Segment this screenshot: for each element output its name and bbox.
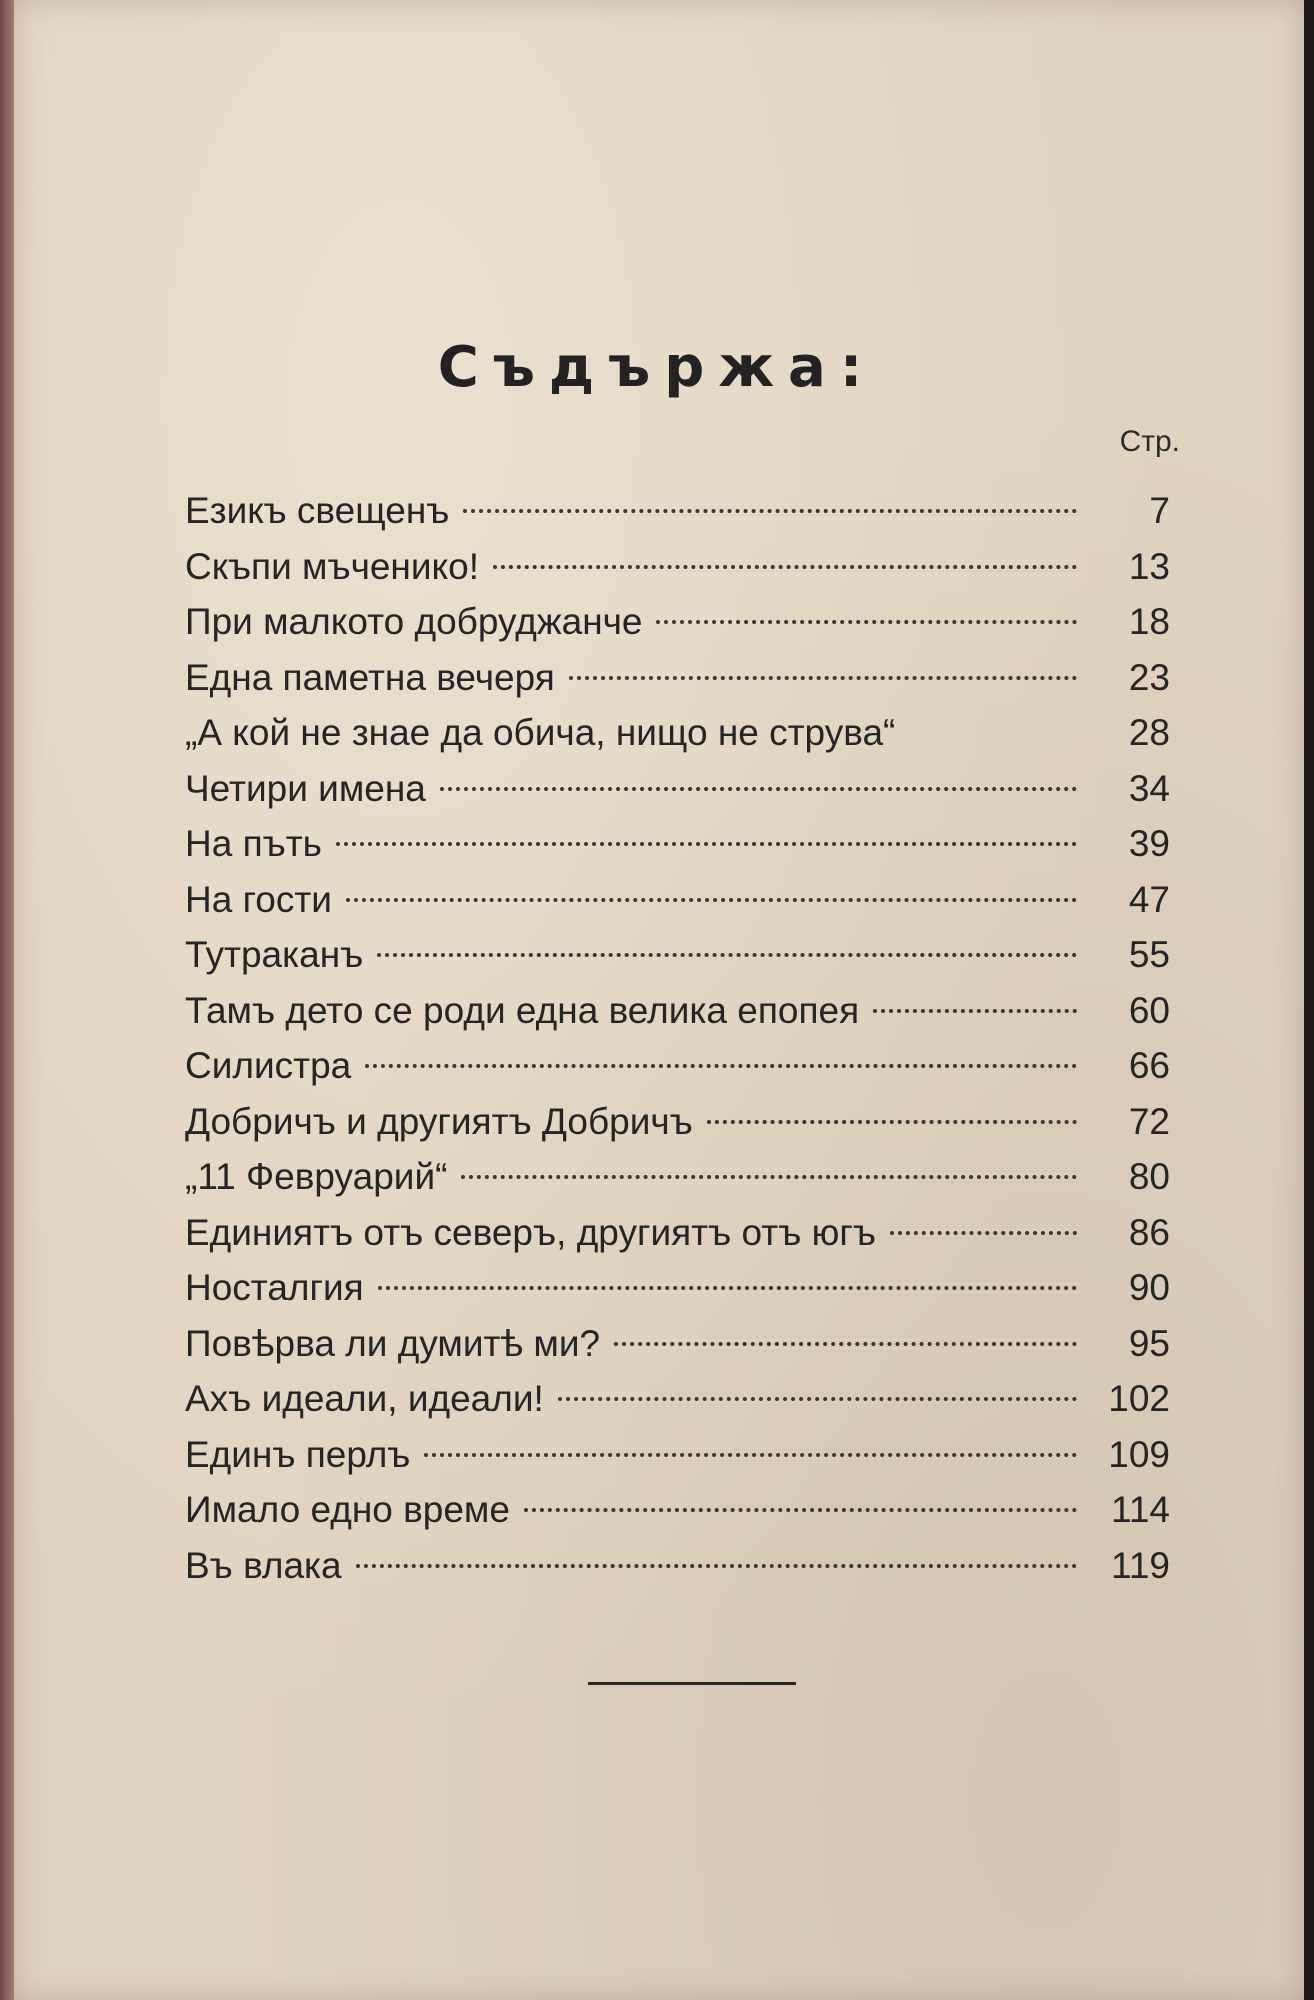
table-of-contents bbox=[185, 490, 1170, 1600]
dot-leader bbox=[424, 1452, 1077, 1457]
toc-entry bbox=[185, 712, 1170, 768]
toc-entry-page: 114 bbox=[1111, 1489, 1170, 1530]
toc-entry-page: 18 bbox=[1128, 601, 1170, 642]
toc-entry-title: Добричъ и другиятъ Добричъ bbox=[185, 1100, 693, 1142]
dot-leader bbox=[461, 1174, 1077, 1179]
toc-entry bbox=[185, 1545, 1170, 1601]
dot-leader bbox=[463, 508, 1077, 513]
toc-entry-title: Силистра bbox=[185, 1045, 352, 1086]
toc-entry-title: Една паметна вечеря bbox=[185, 656, 555, 698]
toc-entry bbox=[185, 601, 1170, 657]
dot-leader bbox=[873, 1008, 1077, 1013]
toc-entry-page: 55 bbox=[1128, 934, 1170, 975]
toc-entry-page: 102 bbox=[1108, 1378, 1170, 1419]
toc-entry-page: 72 bbox=[1128, 1100, 1170, 1142]
toc-entry-page: 86 bbox=[1128, 1211, 1170, 1253]
toc-entry-title: Тутраканъ bbox=[185, 934, 364, 975]
toc-entry-page: 39 bbox=[1128, 823, 1170, 864]
toc-entry bbox=[185, 1156, 1170, 1212]
toc-entry-title: Повѣрва ли думитѣ ми? bbox=[185, 1322, 601, 1364]
dot-leader bbox=[377, 952, 1077, 957]
toc-entry bbox=[185, 823, 1170, 879]
dot-leader bbox=[656, 619, 1077, 624]
dot-leader bbox=[558, 1396, 1077, 1401]
toc-entry-title: Имало едно време bbox=[185, 1489, 510, 1530]
toc-entry bbox=[185, 768, 1170, 824]
dot-leader bbox=[707, 1119, 1077, 1124]
toc-entry-title: „11 Февруарий“ bbox=[185, 1156, 448, 1197]
toc-entry-title: Носталгия bbox=[185, 1267, 364, 1308]
toc-entry bbox=[185, 1101, 1170, 1157]
dot-leader bbox=[336, 841, 1077, 846]
toc-entry-page: 28 bbox=[1128, 712, 1170, 753]
dot-leader bbox=[440, 786, 1077, 791]
closing-rule bbox=[588, 1682, 796, 1685]
toc-entry bbox=[185, 490, 1170, 546]
dot-leader bbox=[890, 1230, 1077, 1235]
toc-entry bbox=[185, 934, 1170, 990]
toc-entry-page: 66 bbox=[1128, 1045, 1170, 1086]
toc-entry-title: При малкото добруджанче bbox=[185, 601, 643, 642]
dot-leader bbox=[614, 1341, 1077, 1346]
toc-entry-page: 109 bbox=[1108, 1433, 1170, 1475]
toc-entry-title: На пъть bbox=[185, 823, 322, 864]
toc-entry-page: 13 bbox=[1128, 545, 1170, 587]
toc-entry bbox=[185, 657, 1170, 713]
toc-entry-page: 90 bbox=[1128, 1267, 1170, 1308]
toc-entry-page: 119 bbox=[1111, 1544, 1170, 1586]
toc-entry bbox=[185, 879, 1170, 935]
toc-entry bbox=[185, 1045, 1170, 1101]
dot-leader bbox=[378, 1285, 1077, 1290]
dot-leader bbox=[569, 675, 1077, 680]
dot-leader bbox=[524, 1507, 1077, 1512]
toc-entry-title: Ахъ идеали, идеали! bbox=[185, 1378, 544, 1419]
toc-entry-page: 34 bbox=[1128, 767, 1170, 809]
toc-entry-title: Езикъ свещенъ bbox=[185, 490, 450, 531]
toc-entry-title: Тамъ дето се роди една велика епопея bbox=[185, 989, 860, 1031]
toc-entry-title: На гости bbox=[185, 878, 332, 920]
toc-entry bbox=[185, 1489, 1170, 1545]
toc-entry bbox=[185, 1323, 1170, 1379]
toc-entry bbox=[185, 1378, 1170, 1434]
page-column-label: Стр. bbox=[1119, 425, 1180, 458]
toc-heading: Съдържа: bbox=[437, 335, 877, 400]
toc-entry-title: Въ влака bbox=[185, 1544, 342, 1586]
page-right-edge bbox=[1304, 0, 1314, 2000]
toc-entry bbox=[185, 1212, 1170, 1268]
toc-entry-page: 23 bbox=[1128, 656, 1170, 698]
toc-entry-title: Четири имена bbox=[185, 767, 426, 809]
dot-leader bbox=[356, 1563, 1077, 1568]
toc-entry bbox=[185, 546, 1170, 602]
toc-entry-page: 60 bbox=[1128, 989, 1170, 1031]
page-left-edge bbox=[0, 0, 14, 2000]
toc-entry-title: Единъ перлъ bbox=[185, 1433, 411, 1475]
toc-entry bbox=[185, 990, 1170, 1046]
toc-entry bbox=[185, 1434, 1170, 1490]
toc-entry bbox=[185, 1267, 1170, 1323]
dot-leader bbox=[493, 564, 1077, 569]
toc-entry-title: „А кой не знае да обича, нищо не струва“ bbox=[185, 712, 896, 753]
toc-entry-page: 7 bbox=[1149, 490, 1170, 531]
toc-entry-page: 80 bbox=[1128, 1156, 1170, 1197]
dot-leader bbox=[365, 1063, 1077, 1068]
toc-entry-page: 95 bbox=[1128, 1322, 1170, 1364]
toc-entry-page: 47 bbox=[1128, 878, 1170, 920]
toc-entry-title: Скъпи мъченико! bbox=[185, 545, 479, 587]
toc-entry-title: Единиятъ отъ северъ, другиятъ отъ югъ bbox=[185, 1211, 876, 1253]
dot-leader bbox=[346, 897, 1077, 902]
